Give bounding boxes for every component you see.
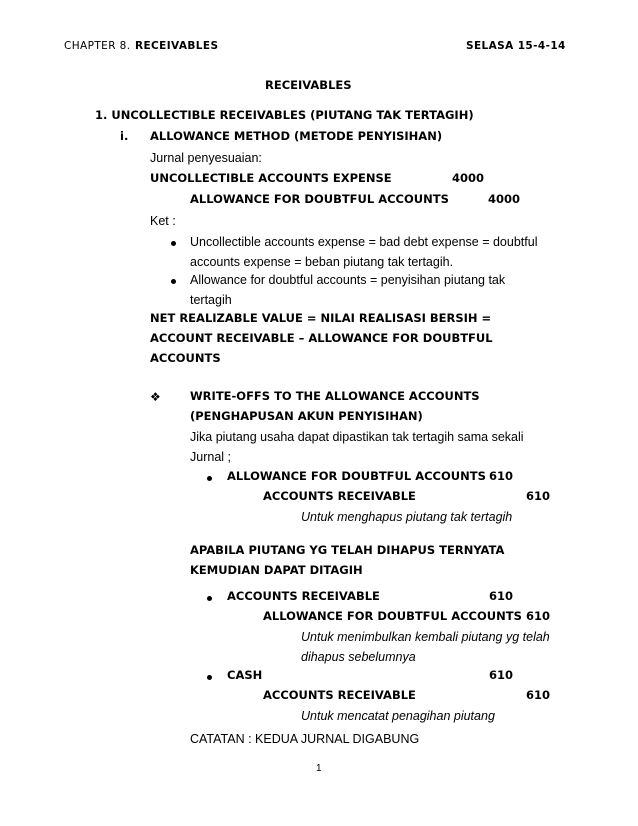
note-line: Allowance for doubtful accounts = penyisihan piutang tak [190, 273, 506, 287]
entry-credit-amount: 610 [526, 489, 551, 503]
entry-debit-amount: 4000 [452, 171, 485, 185]
entry-credit-amount: 610 [526, 688, 551, 702]
jurnal-label: Jurnal ; [190, 450, 231, 464]
note-line: Uncollectible accounts expense = bad debt expense = doubtful [190, 235, 538, 249]
bullet-icon [171, 241, 176, 246]
entry-debit-amount: 610 [489, 469, 514, 483]
entry-credit-account: ALLOWANCE FOR DOUBTFUL ACCOUNTS [263, 609, 522, 623]
note-line: tertagih [190, 293, 232, 307]
recovery-heading: APABILA PIUTANG YG TELAH DIHAPUS TERNYATA [190, 543, 505, 557]
bullet-icon [207, 675, 212, 680]
entry-note: Untuk mencatat penagihan piutang [301, 709, 495, 723]
bullet-icon [207, 596, 212, 601]
writeoff-heading: WRITE-OFFS TO THE ALLOWANCE ACCOUNTS [190, 389, 480, 403]
entry-debit-account: ACCOUNTS RECEIVABLE [227, 589, 380, 603]
jurnal-label: Jurnal penyesuaian: [150, 151, 262, 165]
writeoff-description: Jika piutang usaha dapat dipastikan tak tertagih sama sekali [190, 430, 524, 444]
header-chapter: CHAPTER 8. [64, 40, 131, 52]
nrv-line: ACCOUNTS [150, 351, 221, 365]
header-date: SELASA 15-4-14 [466, 40, 566, 52]
bullet-icon [171, 279, 176, 284]
nrv-line: ACCOUNT RECEIVABLE – ALLOWANCE FOR DOUBTFUL [150, 331, 493, 345]
section-heading: 1. UNCOLLECTIBLE RECEIVABLES (PIUTANG TAK TERTAGIH) [95, 108, 474, 122]
entry-credit-amount: 610 [526, 609, 551, 623]
entry-debit-amount: 610 [489, 668, 514, 682]
entry-credit-account: ALLOWANCE FOR DOUBTFUL ACCOUNTS [190, 192, 449, 206]
page-title: RECEIVABLES [265, 78, 352, 92]
header-chapter-title: RECEIVABLES [135, 40, 219, 52]
entry-note: dihapus sebelumnya [301, 650, 416, 664]
note-line: accounts expense = beban piutang tak tertagih. [190, 255, 454, 269]
writeoff-heading: (PENGHAPUSAN AKUN PENYISIHAN) [190, 409, 423, 423]
recovery-heading: KEMUDIAN DAPAT DITAGIH [190, 563, 363, 577]
entry-credit-amount: 4000 [488, 192, 521, 206]
subsection-heading: ALLOWANCE METHOD (METODE PENYISIHAN) [150, 129, 443, 143]
entry-debit-account: UNCOLLECTIBLE ACCOUNTS EXPENSE [150, 171, 392, 185]
subsection-number: i. [120, 129, 129, 143]
entry-credit-account: ACCOUNTS RECEIVABLE [263, 688, 416, 702]
entry-credit-account: ACCOUNTS RECEIVABLE [263, 489, 416, 503]
bullet-icon [207, 476, 212, 481]
ket-label: Ket : [150, 214, 176, 228]
entry-debit-account: ALLOWANCE FOR DOUBTFUL ACCOUNTS [227, 469, 486, 483]
entry-debit-account: CASH [227, 668, 263, 682]
catatan-note: CATATAN : KEDUA JURNAL DIGABUNG [190, 732, 420, 746]
page-number: 1 [316, 763, 322, 774]
entry-debit-amount: 610 [489, 589, 514, 603]
nrv-line: NET REALIZABLE VALUE = NILAI REALISASI BERSIH = [150, 311, 492, 325]
entry-note: Untuk menghapus piutang tak tertagih [301, 510, 513, 524]
diamond-bullet-icon: ❖ [150, 390, 161, 404]
entry-note: Untuk menimbulkan kembali piutang yg telah [301, 630, 550, 644]
